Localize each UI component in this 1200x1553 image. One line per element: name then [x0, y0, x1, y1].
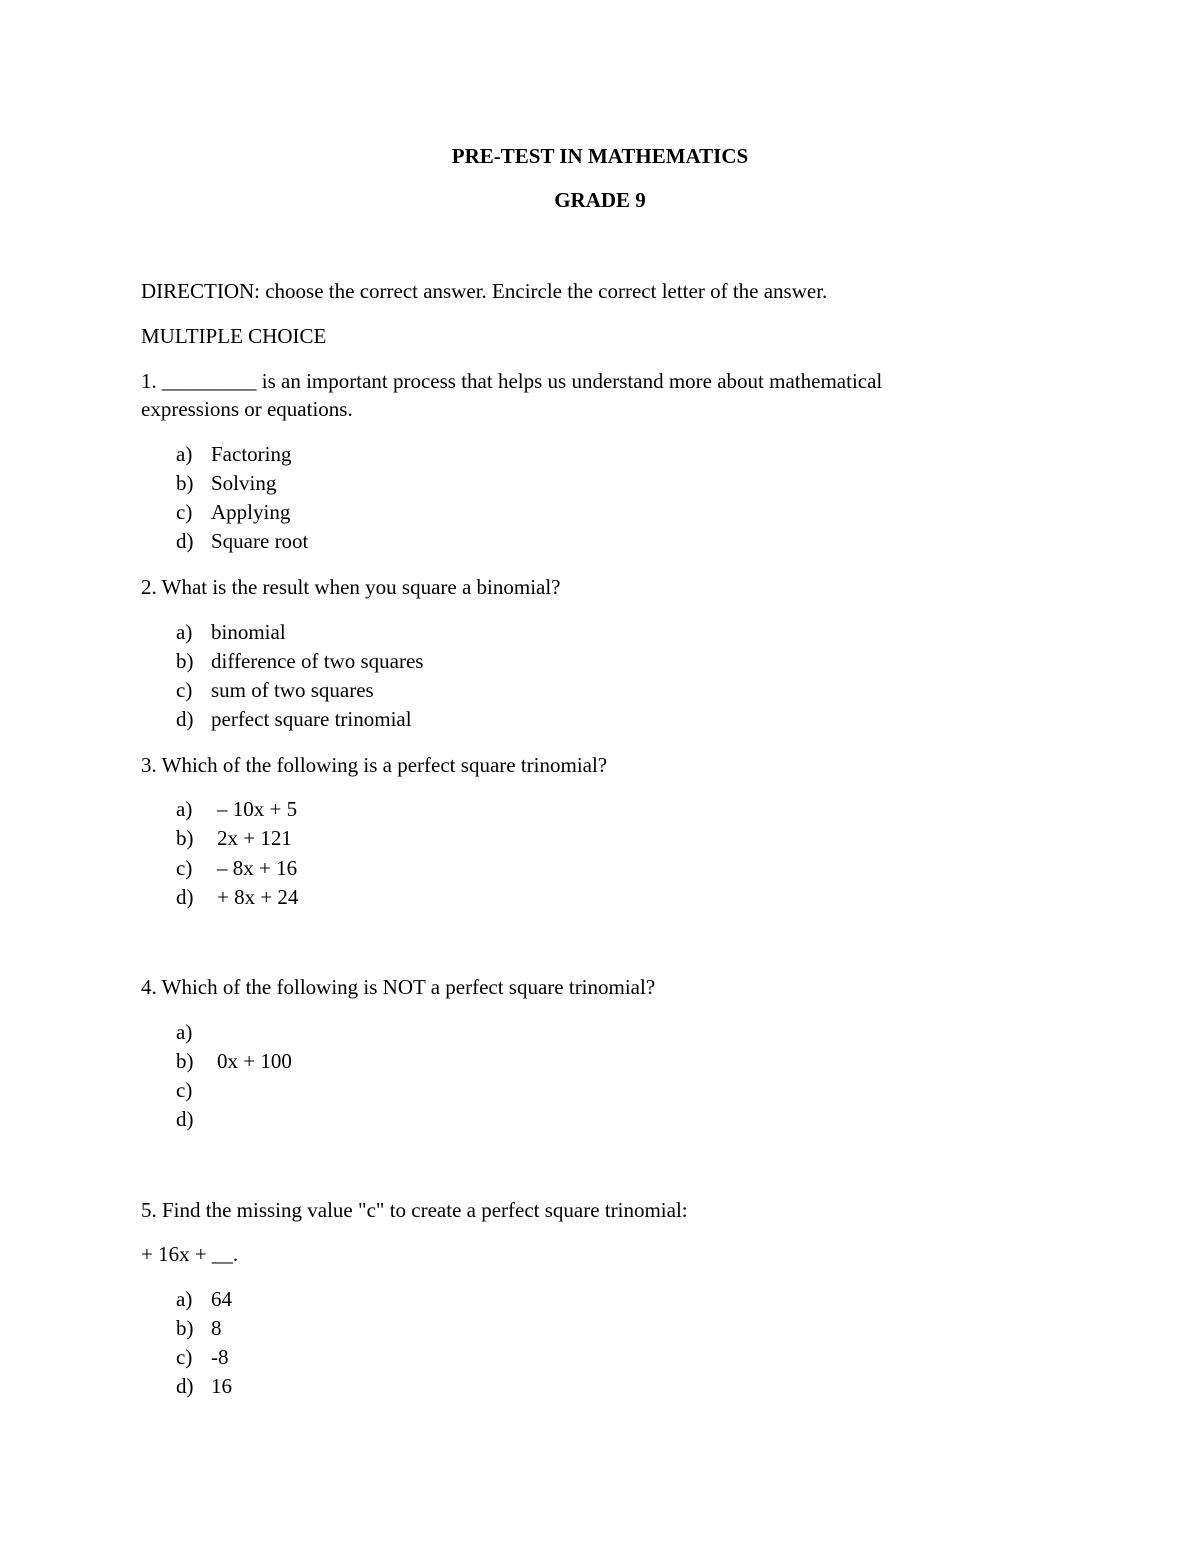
option-text: Solving	[211, 471, 277, 495]
option-text: Applying	[211, 500, 291, 524]
option-letter[interactable]: d)	[176, 529, 194, 553]
option-letter[interactable]: c)	[176, 856, 193, 880]
option-letter[interactable]: a)	[176, 620, 193, 644]
option-text: 64	[211, 1287, 232, 1311]
page-title: PRE-TEST IN MATHEMATICS	[451, 144, 749, 168]
option-letter[interactable]: c)	[176, 678, 193, 702]
option-text: + 8x + 24	[217, 885, 299, 909]
option-text: binomial	[211, 620, 286, 644]
option-text: Square root	[211, 529, 309, 553]
option-letter[interactable]: b)	[176, 649, 194, 673]
option-letter[interactable]: c)	[176, 1345, 193, 1369]
option-letter[interactable]: c)	[176, 500, 193, 524]
option-text: 0x + 100	[217, 1049, 292, 1073]
direction-text: DIRECTION: choose the correct answer. Encircle the correct letter of the answer.	[141, 279, 828, 303]
question-1-text: 1. _________ is an important process that helps us understand more about mathematical	[141, 369, 883, 393]
option-text: 8	[211, 1316, 222, 1340]
option-letter[interactable]: b)	[176, 826, 194, 850]
question-1-text-cont: expressions or equations.	[141, 397, 353, 421]
grade-heading: GRADE 9	[554, 188, 646, 212]
option-letter[interactable]: a)	[176, 797, 193, 821]
option-text: – 8x + 16	[217, 856, 298, 880]
option-letter[interactable]: a)	[176, 1020, 193, 1044]
question-2-text: 2. What is the result when you square a binomial?	[141, 575, 561, 599]
question-3-text: 3. Which of the following is a perfect square trinomial?	[141, 753, 608, 777]
section-heading: MULTIPLE CHOICE	[141, 324, 327, 348]
option-letter[interactable]: c)	[176, 1078, 193, 1102]
option-letter[interactable]: b)	[176, 471, 194, 495]
option-letter[interactable]: d)	[176, 707, 194, 731]
question-5-text: 5. Find the missing value "c" to create a perfect square trinomial:	[141, 1198, 688, 1222]
option-letter[interactable]: d)	[176, 1374, 194, 1398]
option-letter[interactable]: d)	[176, 1107, 194, 1131]
option-letter[interactable]: d)	[176, 885, 194, 909]
option-letter[interactable]: b)	[176, 1049, 194, 1073]
question-5-expression: + 16x + __.	[141, 1242, 239, 1266]
option-letter[interactable]: a)	[176, 442, 193, 466]
option-letter[interactable]: a)	[176, 1287, 193, 1311]
option-text: – 10x + 5	[217, 797, 298, 821]
option-letter[interactable]: b)	[176, 1316, 194, 1340]
option-text: perfect square trinomial	[211, 707, 412, 731]
option-text: 16	[211, 1374, 232, 1398]
question-4-text: 4. Which of the following is NOT a perfect square trinomial?	[141, 975, 656, 999]
option-text: sum of two squares	[211, 678, 374, 702]
option-text: difference of two squares	[211, 649, 424, 673]
option-text: Factoring	[211, 442, 292, 466]
option-text: -8	[211, 1345, 229, 1369]
option-text: 2x + 121	[217, 826, 292, 850]
